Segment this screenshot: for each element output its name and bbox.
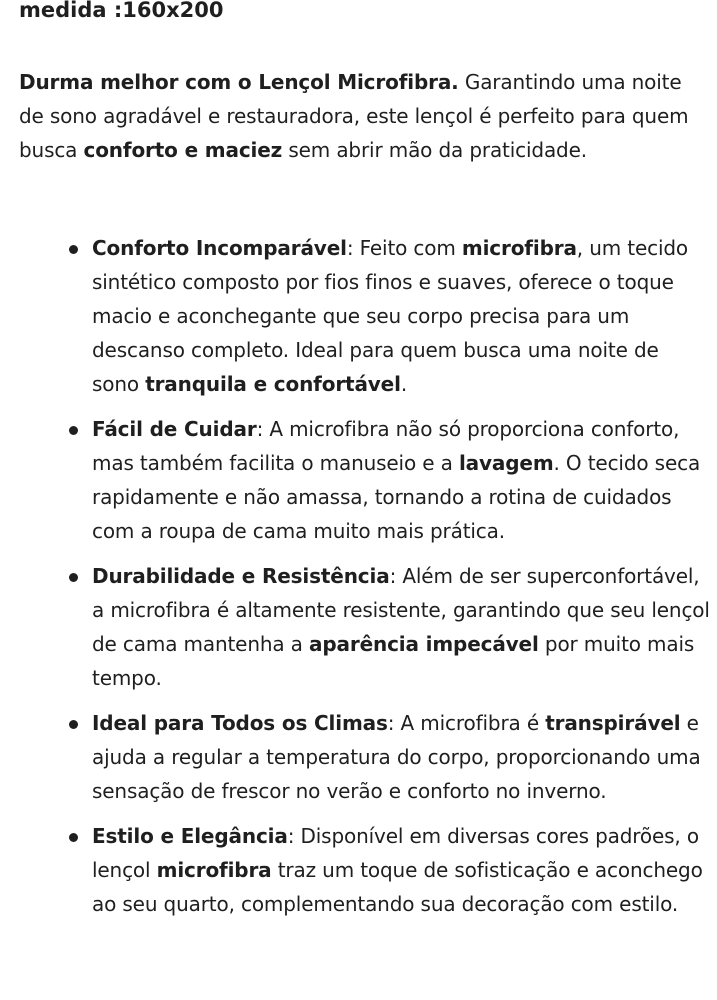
feature-emphasis: microfibra: [461, 236, 577, 260]
feature-title: Durabilidade e Resistência: [92, 564, 390, 588]
intro-emphasis: conforto e maciez: [83, 138, 283, 162]
feature-title: Ideal para Todos os Climas: [92, 711, 388, 735]
bullet-dot-icon: [69, 245, 78, 254]
intro-text: Garantindo uma noite de sono agradável e restauradora, este lençol é perfeito para quem busca: [19, 70, 689, 162]
feature-title: Fácil de Cuidar: [92, 417, 257, 441]
feature-emphasis: transpirável: [545, 711, 681, 735]
bullet-dot-icon: [69, 426, 78, 435]
feature-item-durabilidade: [0, 559, 717, 695]
feature-text: traz um toque de sofisticação e aconchego ao seu quarto, complementando sua decoração com estilo.: [92, 858, 703, 916]
feature-text: : A microfibra não só proporciona conforto, mas também facilita o manuseio e a: [92, 417, 680, 475]
feature-text: .: [400, 372, 408, 396]
feature-emphasis: tranquila e confortável: [145, 372, 401, 396]
feature-title: Estilo e Elegância: [92, 824, 288, 848]
feature-emphasis: microfibra: [156, 858, 272, 882]
feature-item-facil-de-cuidar: [0, 412, 717, 548]
feature-text: . O tecido seca rapidamente e não amassa, tornando a rotina de cuidados com a roupa de cama muito mais prática.: [92, 451, 701, 543]
feature-text: , um tecido sintético composto por fios finos e suaves, oferece o toque macio e aconchegante que seu corpo precisa para um descanso completo. Ideal para quem busca uma noite de sono: [92, 236, 689, 396]
feature-text: e ajuda a regular a temperatura do corpo, proporcionando uma sensação de frescor no verão e conforto no inverno.: [92, 711, 701, 803]
feature-text: : Feito com: [346, 236, 462, 260]
feature-emphasis: lavagem: [458, 451, 554, 475]
intro-lead: Durma melhor com o Lençol Microfibra.: [19, 70, 459, 94]
feature-emphasis: aparência impecável: [309, 632, 539, 656]
bullet-dot-icon: [69, 720, 78, 729]
feature-list: [0, 231, 717, 921]
feature-item-conforto: [0, 231, 717, 401]
feature-item-climas: [0, 706, 717, 808]
bullet-dot-icon: [69, 833, 78, 842]
bullet-dot-icon: [69, 573, 78, 582]
intro-paragraph: [19, 65, 709, 167]
feature-title: Conforto Incomparável: [92, 236, 347, 260]
feature-text: : Disponível em diversas cores padrões, o lençol: [92, 824, 699, 882]
intro-text-end: sem abrir mão da praticidade.: [282, 138, 587, 162]
size-heading: medida :160x200: [19, 0, 224, 22]
feature-text: : A microfibra é: [387, 711, 546, 735]
feature-text: por muito mais tempo.: [92, 632, 695, 690]
feature-text: : Além de ser superconfortável, a microfibra é altamente resistente, garantindo que seu lençol de cama mantenha a: [92, 564, 710, 656]
feature-item-estilo: [0, 819, 717, 921]
